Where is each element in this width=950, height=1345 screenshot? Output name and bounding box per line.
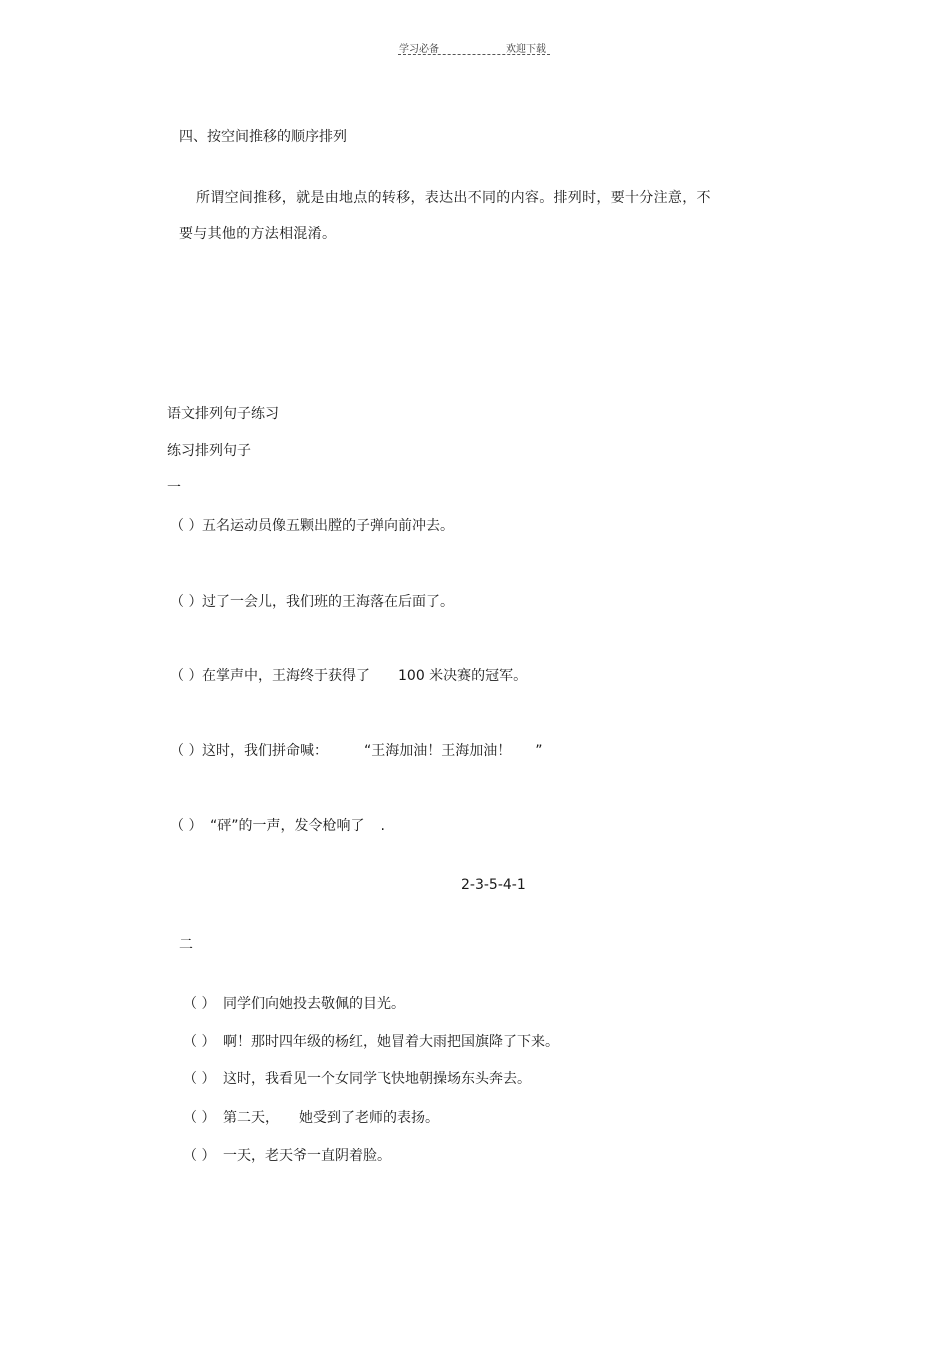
sentence-text-continued: 100 米决赛的冠军。 (398, 668, 528, 684)
sentence-text: 一天，老天爷一直阴着脸。 (223, 1148, 391, 1164)
exercise-1-number: 一 (167, 480, 181, 496)
sentence-text: 在掌声中，王海终于获得了 (202, 668, 370, 684)
answer-blank[interactable]: （ ） (183, 1071, 216, 1087)
sentence-text: 这时，我们拼命喊： (202, 743, 328, 759)
sentence-text: “砰”的一声，发令枪响了 (210, 818, 365, 834)
section-paragraph-line-1: 所谓空间推移，就是由地点的转移，表达出不同的内容。排列时，要十分注意，不 (196, 190, 711, 206)
answer-blank[interactable]: （ ） (183, 1034, 216, 1050)
header-divider (398, 54, 550, 55)
practice-subtitle: 练习排列句子 (167, 443, 251, 459)
exercise-2-item (183, 1068, 531, 1088)
answer-blank[interactable]: （ ） (183, 1148, 216, 1164)
answer-blank[interactable]: （ ） (183, 1110, 216, 1126)
answer-blank[interactable]: （ ） (170, 743, 203, 759)
sentence-text: 五名运动员像五颗出膛的子弹向前冲去。 (202, 518, 454, 534)
sentence-quote: “王海加油！王海加油！ (364, 743, 512, 759)
sentence-text: 过了一会儿，我们班的王海落在后面了。 (202, 594, 454, 610)
sentence-quote-close: ” (535, 743, 543, 759)
exercise-1-item (170, 591, 454, 611)
answer-blank[interactable]: （ ） (170, 668, 203, 684)
header-right-text: 欢迎下载 (506, 44, 546, 55)
sentence-text: 第二天， (223, 1110, 279, 1126)
header-left-text: 学习必备 (399, 44, 439, 55)
sentence-text-continued: 她受到了老师的表扬。 (299, 1110, 439, 1126)
exercise-1-item (170, 515, 454, 535)
sentence-text: 啊！那时四年级的杨红，她冒着大雨把国旗降了下来。 (223, 1034, 559, 1050)
section-title: 四、按空间推移的顺序排列 (179, 129, 347, 145)
exercise-1-item (170, 665, 527, 685)
sentence-period: . (380, 818, 385, 834)
exercise-2-number: 二 (179, 937, 193, 953)
practice-title: 语文排列句子练习 (167, 406, 279, 422)
exercise-1-answer: 2-3-5-4-1 (461, 877, 526, 893)
sentence-text: 这时，我看见一个女同学飞快地朝操场东头奔去。 (223, 1071, 531, 1087)
exercise-2-item (183, 993, 405, 1013)
exercise-2-item (183, 1031, 559, 1051)
answer-blank[interactable]: （ ） (170, 594, 203, 610)
exercise-1-item (170, 740, 543, 760)
section-paragraph-line-2: 要与其他的方法相混淆。 (179, 226, 337, 242)
exercise-1-item (170, 815, 385, 835)
answer-blank[interactable]: （ ） (170, 518, 203, 534)
answer-blank[interactable]: （ ） (183, 996, 216, 1012)
sentence-text: 同学们向她投去敬佩的目光。 (223, 996, 405, 1012)
answer-blank[interactable]: （ ） (170, 818, 203, 834)
exercise-2-item (183, 1107, 439, 1127)
exercise-2-item (183, 1145, 391, 1165)
